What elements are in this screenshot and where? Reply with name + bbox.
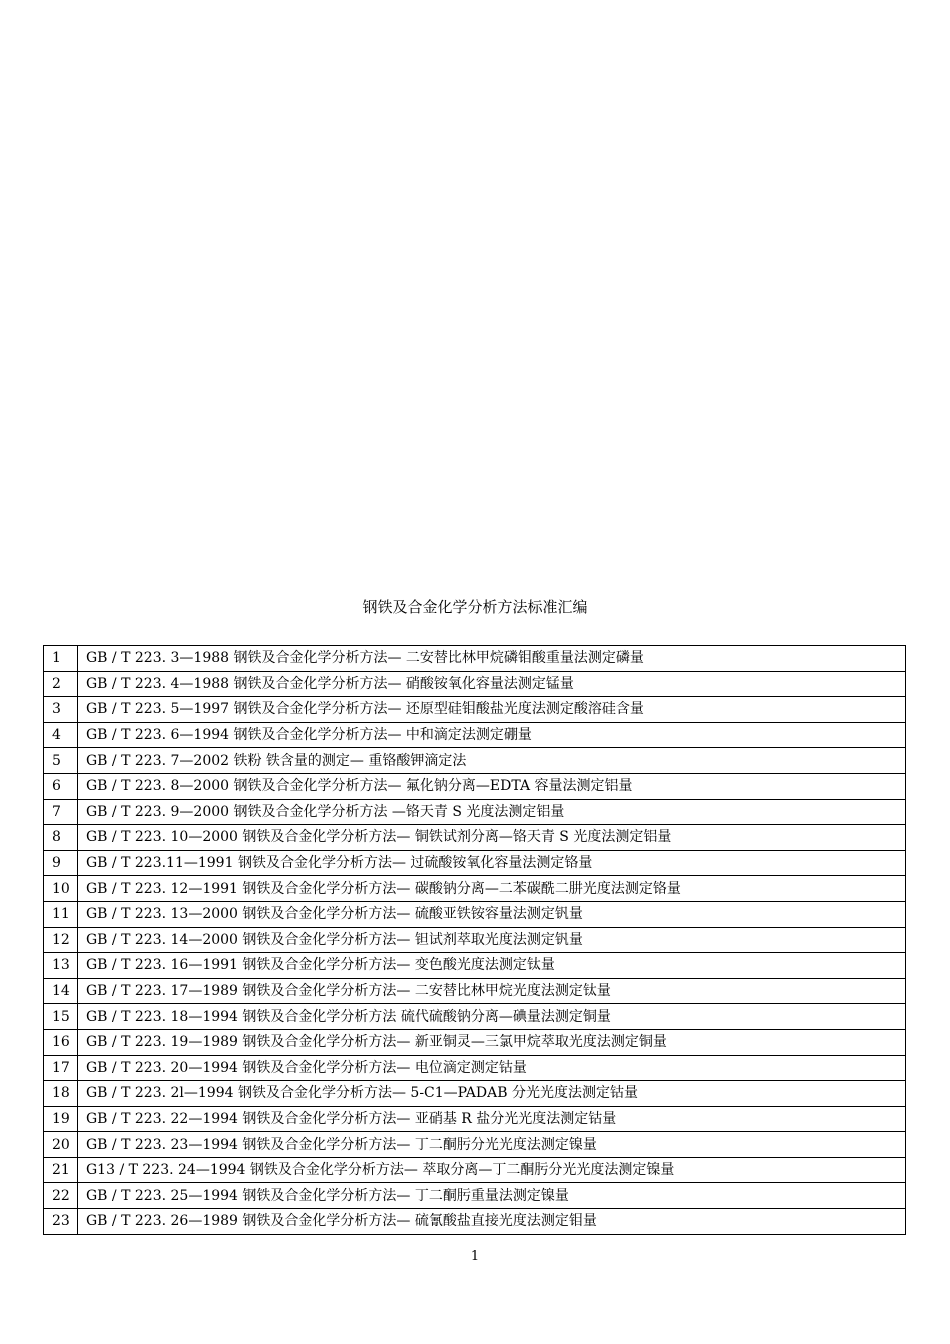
row-number: 9	[44, 850, 78, 876]
table-row	[44, 773, 906, 799]
standard-title: GB / T 223. 5—1997 钢铁及合金化学分析方法— 还原型硅钼酸盐光度法测定酸溶硅含量	[78, 697, 906, 723]
row-number: 4	[44, 722, 78, 748]
table-row	[44, 850, 906, 876]
table-row	[44, 1183, 906, 1209]
standard-title: GB / T 223. 14—2000 钢铁及合金化学分析方法— 钽试剂萃取光度法测定钒量	[78, 927, 906, 953]
standard-title: GB / T 223. 23—1994 钢铁及合金化学分析方法— 丁二酮肟分光光度法测定镍量	[78, 1132, 906, 1158]
row-number: 2	[44, 671, 78, 697]
row-number: 12	[44, 927, 78, 953]
table-row	[44, 1081, 906, 1107]
row-number: 20	[44, 1132, 78, 1158]
standard-title: GB / T 223. 8—2000 钢铁及合金化学分析方法— 氟化钠分离—EDTA 容量法测定铝量	[78, 773, 906, 799]
row-number: 21	[44, 1157, 78, 1183]
standards-table	[43, 645, 906, 1235]
table-row	[44, 1209, 906, 1235]
table-row	[44, 876, 906, 902]
row-number: 18	[44, 1081, 78, 1107]
table-row	[44, 1004, 906, 1030]
standard-title: GB / T 223. 10—2000 钢铁及合金化学分析方法— 铜铁试剂分离—铬天青 S 光度法测定铝量	[78, 825, 906, 851]
standard-title: GB / T 223. 6—1994 钢铁及合金化学分析方法— 中和滴定法测定硼量	[78, 722, 906, 748]
table-row	[44, 646, 906, 672]
table-row	[44, 901, 906, 927]
standard-title: GB / T 223. 7—2002 铁粉 铁含量的测定— 重铬酸钾滴定法	[78, 748, 906, 774]
standard-title: GB / T 223. 13—2000 钢铁及合金化学分析方法— 硫酸亚铁铵容量法测定钒量	[78, 901, 906, 927]
table-row	[44, 1055, 906, 1081]
row-number: 22	[44, 1183, 78, 1209]
standard-title: GB / T 223. 25—1994 钢铁及合金化学分析方法— 丁二酮肟重量法测定镍量	[78, 1183, 906, 1209]
row-number: 5	[44, 748, 78, 774]
page-number: 1	[470, 1249, 480, 1264]
row-number: 19	[44, 1106, 78, 1132]
standard-title: GB / T 223. 16—1991 钢铁及合金化学分析方法— 变色酸光度法测定钛量	[78, 953, 906, 979]
row-number: 13	[44, 953, 78, 979]
standard-title: GB / T 223. 12—1991 钢铁及合金化学分析方法— 碳酸钠分离—二苯碳酰二肼光度法测定铬量	[78, 876, 906, 902]
row-number: 17	[44, 1055, 78, 1081]
row-number: 3	[44, 697, 78, 723]
table-row	[44, 1157, 906, 1183]
standard-title: GB / T 223. 19—1989 钢铁及合金化学分析方法— 新亚铜灵—三氯甲烷萃取光度法测定铜量	[78, 1029, 906, 1055]
table-row	[44, 1106, 906, 1132]
row-number: 7	[44, 799, 78, 825]
row-number: 6	[44, 773, 78, 799]
row-number: 11	[44, 901, 78, 927]
row-number: 15	[44, 1004, 78, 1030]
table-row	[44, 748, 906, 774]
row-number: 23	[44, 1209, 78, 1235]
table-row	[44, 697, 906, 723]
standard-title: GB / T 223. 22—1994 钢铁及合金化学分析方法— 亚硝基 R 盐分光光度法测定钴量	[78, 1106, 906, 1132]
table-row	[44, 953, 906, 979]
row-number: 8	[44, 825, 78, 851]
table-row	[44, 978, 906, 1004]
table-row	[44, 1029, 906, 1055]
row-number: 16	[44, 1029, 78, 1055]
standard-title: GB / T 223. 17—1989 钢铁及合金化学分析方法— 二安替比林甲烷光度法测定钛量	[78, 978, 906, 1004]
standard-title: GB / T 223. 9—2000 钢铁及合金化学分析方法 —铬天青 S 光度法测定铝量	[78, 799, 906, 825]
table-row	[44, 1132, 906, 1158]
standard-title: GB / T 223. 4—1988 钢铁及合金化学分析方法— 硝酸铵氧化容量法测定锰量	[78, 671, 906, 697]
table-row	[44, 825, 906, 851]
table-row	[44, 927, 906, 953]
row-number: 14	[44, 978, 78, 1004]
table-row	[44, 722, 906, 748]
standard-title: GB / T 223.11—1991 钢铁及合金化学分析方法— 过硫酸铵氧化容量法测定铬量	[78, 850, 906, 876]
standard-title: GB / T 223. 20—1994 钢铁及合金化学分析方法— 电位滴定测定钴量	[78, 1055, 906, 1081]
row-number: 10	[44, 876, 78, 902]
standard-title: G13 / T 223. 24—1994 钢铁及合金化学分析方法— 萃取分离—丁二酮肟分光光度法测定镍量	[78, 1157, 906, 1183]
row-number: 1	[44, 646, 78, 672]
standard-title: GB / T 223. 2l—1994 钢铁及合金化学分析方法— 5-C1—PADAB 分光光度法测定钴量	[78, 1081, 906, 1107]
table-row	[44, 671, 906, 697]
standard-title: GB / T 223. 26—1989 钢铁及合金化学分析方法— 硫氰酸盐直接光度法测定钼量	[78, 1209, 906, 1235]
standard-title: GB / T 223. 18—1994 钢铁及合金化学分析方法 硫代硫酸钠分离—碘量法测定铜量	[78, 1004, 906, 1030]
document-title: 钢铁及合金化学分析方法标准汇编	[362, 598, 588, 616]
standards-table-body	[44, 646, 906, 1235]
table-row	[44, 799, 906, 825]
standard-title: GB / T 223. 3—1988 钢铁及合金化学分析方法— 二安替比林甲烷磷钼酸重量法测定磷量	[78, 646, 906, 672]
